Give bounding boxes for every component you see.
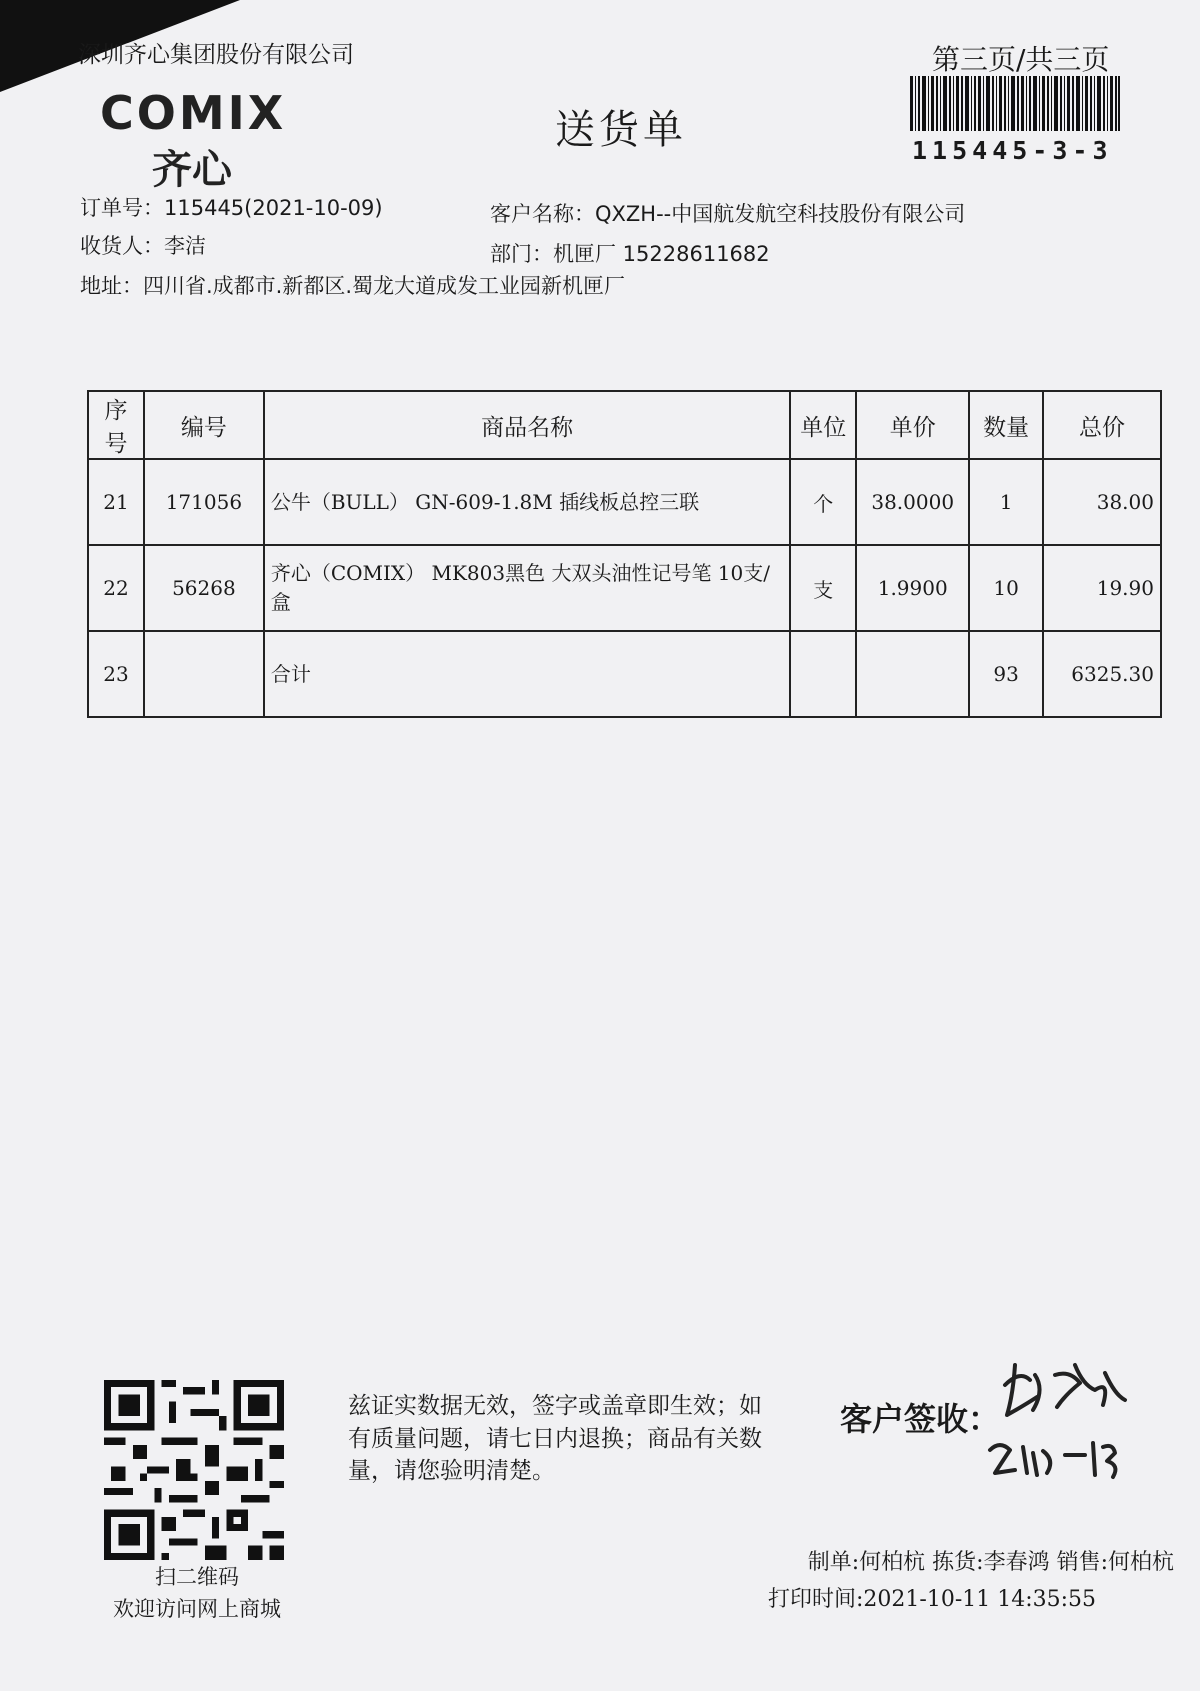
cell-product-name: 齐心（COMIX） MK803黑色 大双头油性记号笔 10支/盒 [264,545,791,631]
cell-total: 19.90 [1043,545,1161,631]
barcode [910,76,1120,131]
cell-unit: 个 [790,459,856,545]
header-unit-price: 单价 [856,391,969,459]
print-time: 打印时间:2021-10-11 14:35:55 [768,1587,1097,1612]
cell-product-name: 公牛（BULL） GN-609-1.8M 插线板总控三联 [264,459,791,545]
header-seq: 序号 [88,391,144,459]
cell-seq: 22 [88,545,144,631]
table-row [88,545,1161,631]
cell-seq: 21 [88,459,144,545]
cell-quantity: 93 [969,631,1043,717]
cell-unit: 支 [790,545,856,631]
cell-quantity: 10 [969,545,1043,631]
qr-caption [90,1562,304,1625]
cell-seq: 23 [88,631,144,717]
cell-code [144,631,264,717]
address: 地址：四川省.成都市.新都区.蜀龙大道成发工业园新机匣厂 [80,274,626,298]
comix-logo [100,86,340,193]
cell-total: 38.00 [1043,459,1161,545]
barcode-number: 115445-3-3 [912,136,1113,165]
qr-caption-scan: 扫二维码 [155,1565,239,1589]
staff-line: 制单:何柏杭 拣货:李春鸿 销售:何柏杭 [807,1550,1174,1575]
company-name: 深圳齐心集团股份有限公司 [78,42,354,68]
cell-code: 56268 [144,545,264,631]
handwritten-signature [985,1355,1155,1485]
header-quantity: 数量 [969,391,1043,459]
receiver: 收货人：李洁 [80,234,206,258]
cell-total: 6325.30 [1043,631,1161,717]
header-code: 编号 [144,391,264,459]
page-info: 第三页/共三页 [932,43,1110,76]
qr-caption-welcome: 欢迎访问网上商城 [113,1596,281,1621]
department: 部门：机匣厂 15228611682 [490,242,770,266]
header-unit: 单位 [790,391,856,459]
header-product-name: 商品名称 [264,391,791,459]
logo-brand-cn: 齐心 [152,147,232,193]
logo-brand-en: COMIX [100,86,287,140]
document-title: 送货单 [555,107,687,153]
qr-code [104,1380,284,1560]
customer-signature-label: 客户签收： [840,1400,1001,1438]
cell-unit [790,631,856,717]
cell-unit-price: 38.0000 [856,459,969,545]
cell-code: 171056 [144,459,264,545]
customer-name: 客户名称：QXZH--中国航发航空科技股份有限公司 [490,202,966,226]
table-row [88,631,1161,717]
cell-unit-price: 1.9900 [856,545,969,631]
notice-text: 兹证实数据无效，签字或盖章即生效；如有质量问题，请七日内退换；商品有关数量，请您验明清楚。 [348,1393,762,1485]
order-number: 订单号：115445(2021-10-09) [80,196,383,220]
cell-product-name: 合计 [264,631,791,717]
cell-quantity: 1 [969,459,1043,545]
table-row [88,459,1161,545]
cell-unit-price [856,631,969,717]
header-total: 总价 [1043,391,1161,459]
table-header-row [88,391,1161,459]
items-table [87,390,1162,718]
